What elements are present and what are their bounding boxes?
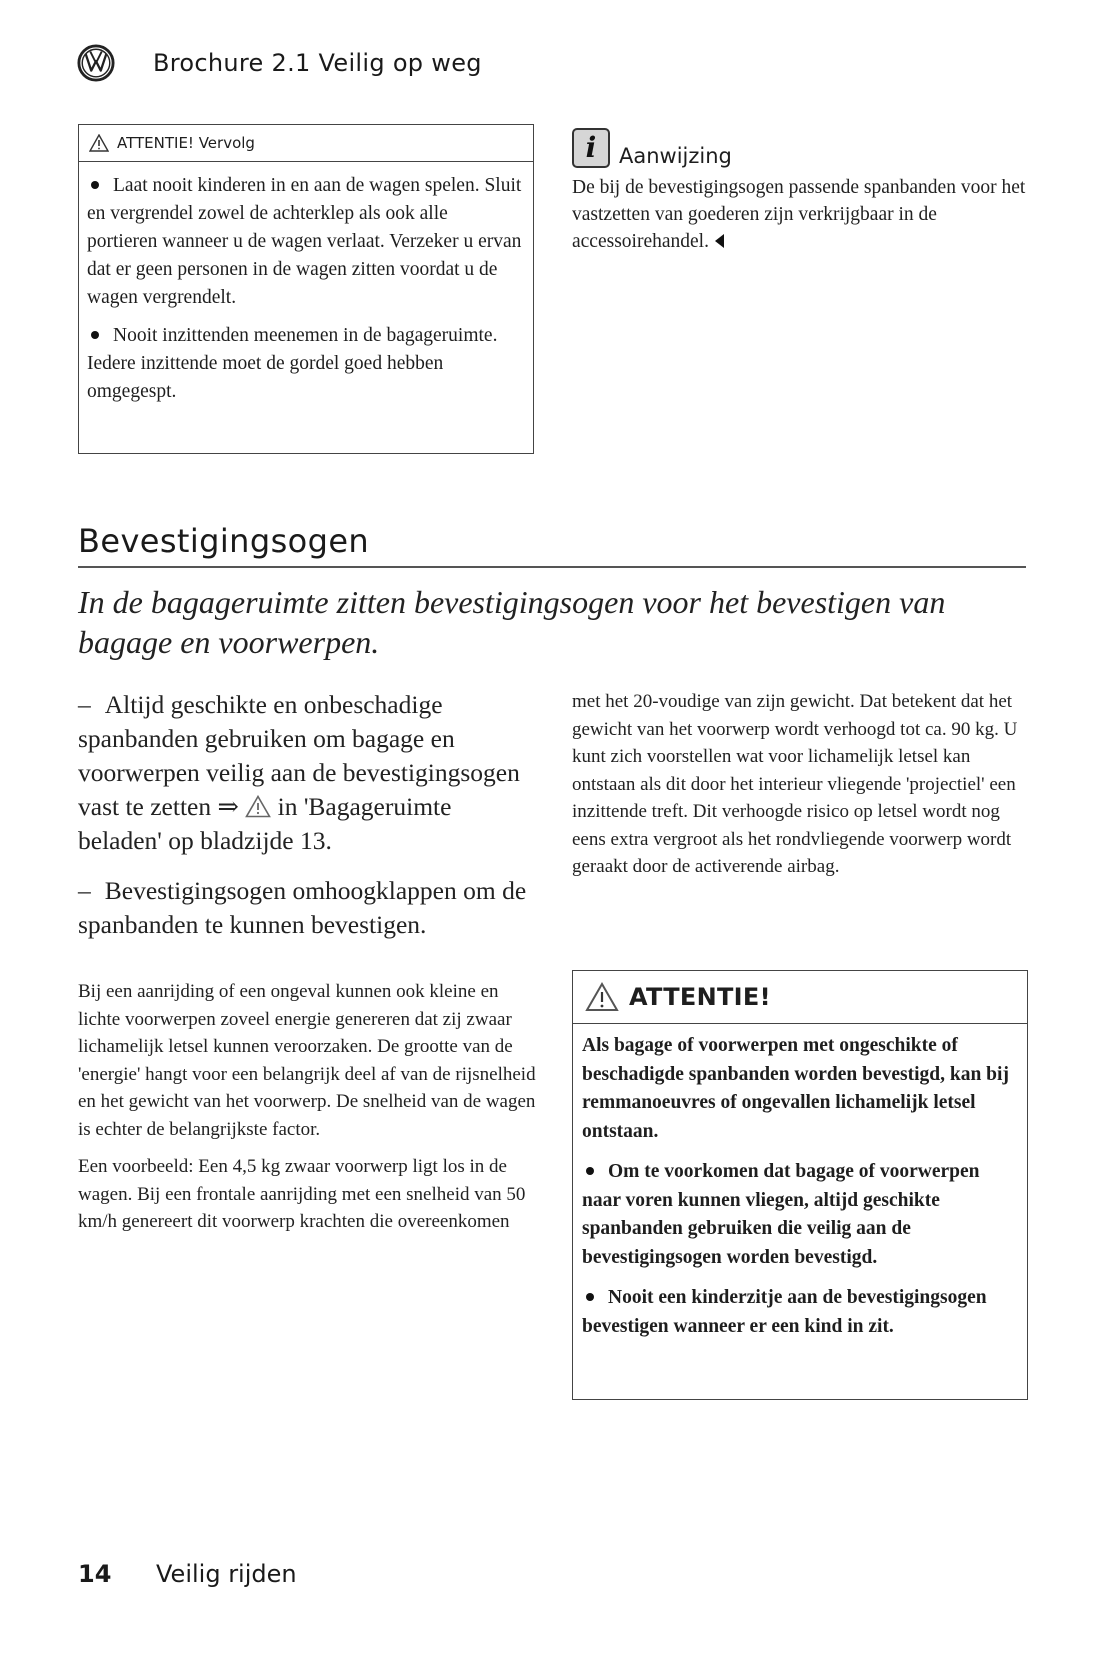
section-lead: In de bagageruimte zitten bevestigingsogen voor het bevestigen van bagage en voorwerpen. <box>78 584 946 660</box>
note-title: Aanwijzing <box>619 144 732 168</box>
body-paragraph: Bij een aanrijding of een ongeval kunnen ook kleine en lichte voorwerpen zoveel energie genereren dat zij zwaar lichamelijk letsel kunnen veroorzaken. De grootte van de 'energie' hangt voor een belangrijk deel af van de rijsnelheid en het gewicht van het voorwerp. De snelheid van de wagen is echter de belangrijkste factor. <box>78 981 536 1140</box>
section-divider <box>78 566 1026 568</box>
header-title: Brochure 2.1 Veilig op weg <box>153 49 482 77</box>
right-column <box>572 688 1032 891</box>
warning-bullet: Om te voorkomen dat bagage of voorwerpen naar voren kunnen vliegen, altijd geschikte spanbanden gebruiken die veilig aan de bevestigingsogen worden bevestigd. <box>582 1161 980 1268</box>
end-of-section-marker-icon <box>715 234 724 248</box>
instruction-step: – Altijd geschikte en onbeschadige spanbanden gebruiken om bagage en voorwerpen veilig aan de bevestigingsogen vast te zetten ⇒ in 'Bagageruimte beladen' op bladzijde 13. <box>78 690 520 855</box>
warning-continued-bullet: Nooit inzittenden meenemen in de bagageruimte. Iedere inzittende moet de gordel goed hebben omgegespt. <box>87 325 498 402</box>
bullet-icon <box>91 331 99 339</box>
info-icon: i <box>572 128 610 168</box>
warning-box <box>572 970 1028 1400</box>
warning-body <box>573 1024 1027 1341</box>
note-header <box>572 124 1032 168</box>
page-footer <box>78 1560 297 1588</box>
body-paragraph: Een voorbeeld: Een 4,5 kg zwaar voorwerp ligt los in de wagen. Bij een frontale aanrijding met een snelheid van 50 km/h genereert dit voorwerp krachten die overeenkomen <box>78 1156 526 1232</box>
warning-triangle-icon <box>585 982 619 1012</box>
warning-bullet: Nooit een kinderzitje aan de bevestigingsogen bevestigen wanneer er een kind in zit. <box>582 1287 987 1337</box>
instruction-step: – Bevestigingsogen omhoogklappen om de spanbanden te kunnen bevestigen. <box>78 876 527 939</box>
note-block <box>572 124 1032 255</box>
note-body: De bij de bevestigingsogen passende spanbanden voor het vastzetten van goederen zijn verkrijgbaar in de accessoirehandel. <box>572 177 1026 252</box>
warning-continued-bullet: Laat nooit kinderen in en aan de wagen spelen. Sluit en vergrendel zowel de achterklep als ook alle portieren wanneer u de wagen verlaat. Verzeker u ervan dat er geen personen in de wagen zitten voordat u de wagen vergrendelt. <box>87 175 522 308</box>
warning-continued-header <box>79 125 533 162</box>
left-column <box>78 688 538 1246</box>
page-header <box>77 44 482 82</box>
warning-intro: Als bagage of voorwerpen met ongeschikte of beschadigde spanbanden worden bevestigd, kan bij remmanoeuvres of ongevallen lichamelijk letsel ontstaan. <box>582 1035 1009 1142</box>
bullet-icon <box>586 1293 594 1301</box>
section-title: Bevestigingsogen <box>78 522 370 560</box>
warning-triangle-icon <box>245 795 271 818</box>
warning-header <box>573 971 1027 1024</box>
chapter-title: Veilig rijden <box>156 1560 297 1588</box>
warning-triangle-icon <box>89 134 109 152</box>
bullet-icon <box>586 1167 594 1175</box>
body-paragraph: met het 20-voudige van zijn gewicht. Dat betekent dat het gewicht van het voorwerp wordt verhoogd tot ca. 90 kg. U kunt zich voorstellen wat voor lichamelijk letsel kan ontstaan als dit door het interieur vliegende 'projectiel' een inzittende treft. Dit verhoogde risico op letsel wordt nog eens extra vergroot als het rondvliegende voorwerp wordt geraakt door de activerende airbag. <box>572 691 1018 877</box>
warning-continued-box <box>78 124 534 454</box>
page-number: 14 <box>78 1560 112 1588</box>
warning-continued-body <box>79 162 533 406</box>
bullet-icon <box>91 181 99 189</box>
vw-logo-icon <box>77 44 115 82</box>
warning-title: ATTENTIE! <box>629 983 771 1011</box>
warning-continued-title: ATTENTIE! Vervolg <box>117 134 255 152</box>
